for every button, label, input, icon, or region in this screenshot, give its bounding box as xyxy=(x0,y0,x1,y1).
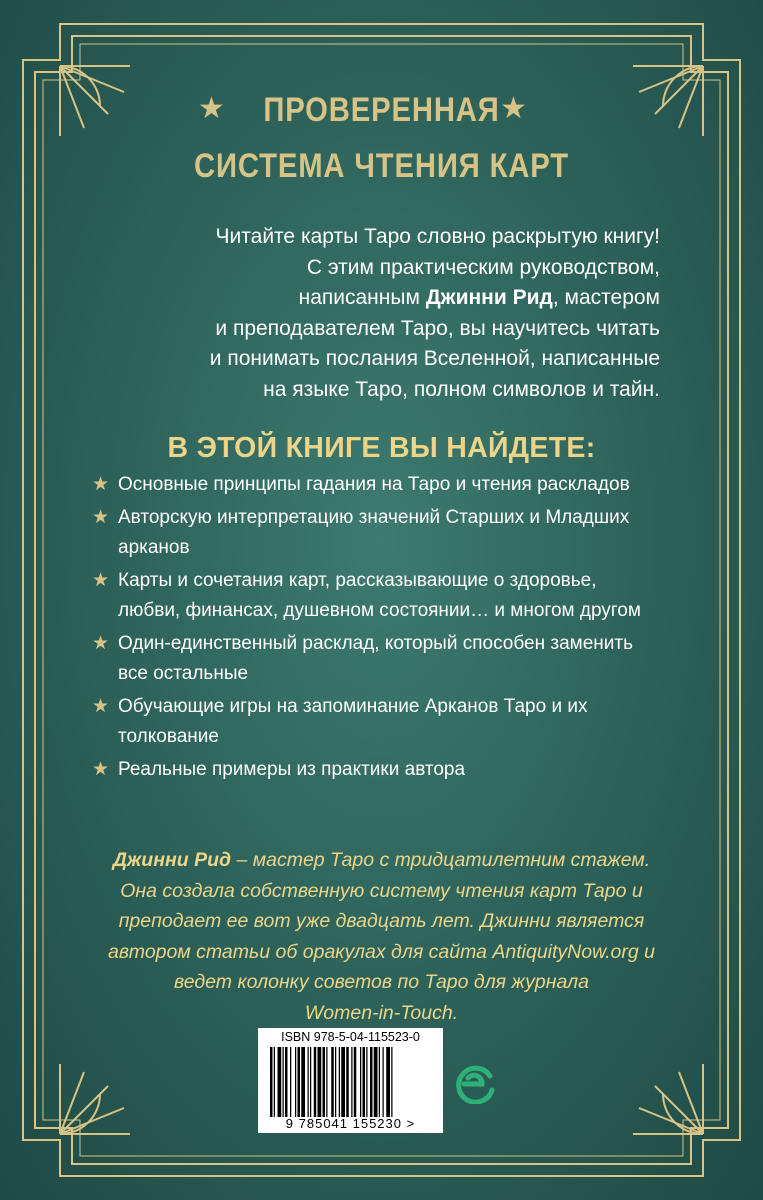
headline-line-1: ПРОВЕРЕННАЯ xyxy=(263,91,500,129)
list-item: ★ Авторскую интерпретацию значений Старших и Младших арканов xyxy=(92,503,652,563)
list-item: ★ Один-единственный расклад, который способен заменить все остальные xyxy=(92,629,652,689)
list-item: ★ Карты и сочетания карт, рассказывающие о здоровье, любви, финансах, душевном состоянии… и многом другом xyxy=(92,566,652,626)
intro-line: написанным Джинни Рид, мастером xyxy=(298,286,660,309)
section-title: В ЭТОЙ КНИГЕ ВЫ НАЙДЕТЕ: xyxy=(167,432,596,464)
publisher-logo-icon xyxy=(456,1062,496,1104)
star-bullet-icon: ★ xyxy=(92,474,110,495)
list-item: ★ Реальные примеры из практики автора xyxy=(92,755,652,785)
bio-line: Джинни Рид – мастер Таро с тридцатилетним стажем. xyxy=(112,849,651,871)
intro-line: С этим практическим руководством, xyxy=(306,255,660,279)
star-bullet-icon: ★ xyxy=(92,633,110,654)
headline-line-2: СИСТЕМА ЧТЕНИЯ КАРТ xyxy=(194,147,569,185)
intro-line: и преподавателем Таро, вы научитесь читать xyxy=(215,316,660,340)
intro-paragraph xyxy=(120,222,660,405)
barcode-bars xyxy=(270,1047,430,1117)
author-bio xyxy=(100,845,663,1028)
bio-line: автором статьи об оракулах для сайта AntiquityNow.org и xyxy=(108,940,655,963)
star-bullet-icon: ★ xyxy=(92,570,110,591)
barcode-digits: 9 785041 155230 > xyxy=(285,1116,416,1131)
bio-line: ведет колонку советов по Таро для журнала xyxy=(174,971,589,993)
star-bullet-icon: ★ xyxy=(92,759,110,780)
star-icon: ★ xyxy=(198,92,225,125)
isbn-text: ISBN 978-5-04-115523-0 xyxy=(281,1030,420,1044)
features-list xyxy=(92,470,652,788)
list-item: ★ Обучающие игры на запоминание Арканов Таро и их толкование xyxy=(92,692,652,752)
star-icon: ★ xyxy=(500,92,527,125)
author-name: Джинни Рид xyxy=(425,286,553,309)
star-bullet-icon: ★ xyxy=(92,507,110,528)
bio-author-name: Джинни Рид xyxy=(112,849,232,871)
bio-line: преподает ее вот уже двадцать лет. Джинни является xyxy=(118,910,645,932)
bio-line: Women-in-Touch. xyxy=(304,1001,459,1024)
intro-line: и понимать послания Вселенной, написанные xyxy=(209,347,660,370)
bio-line: Она создала собственную систему чтения карт Таро и xyxy=(120,879,643,902)
list-item: ★ Основные принципы гадания на Таро и чтения раскладов xyxy=(92,470,652,500)
isbn-barcode xyxy=(258,1028,443,1133)
intro-line: Читайте карты Таро словно раскрытую книгу! xyxy=(215,225,660,248)
intro-line: на языке Таро, полном символов и тайн. xyxy=(263,377,660,401)
star-bullet-icon: ★ xyxy=(92,696,110,717)
